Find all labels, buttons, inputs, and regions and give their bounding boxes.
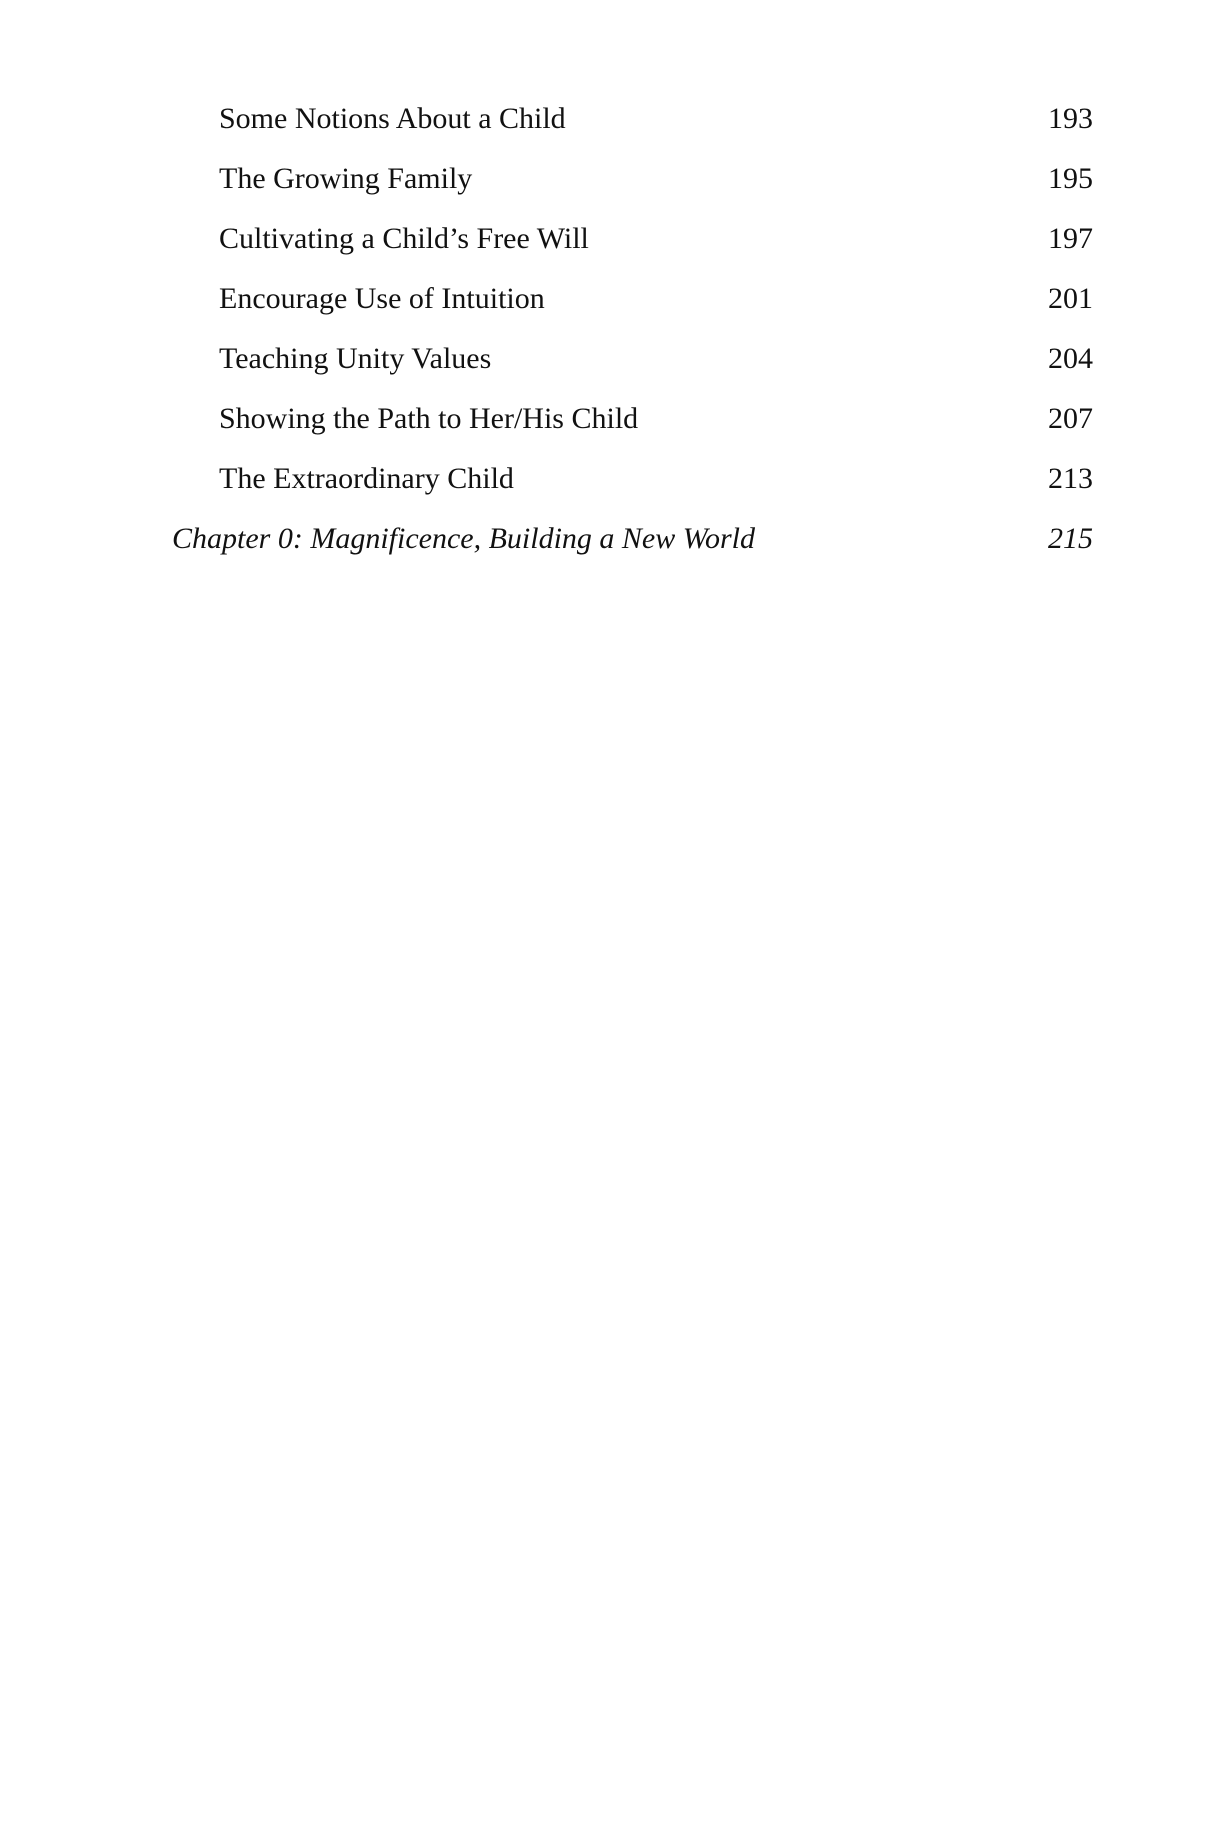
toc-chapter-title: Chapter 0: Magnificence, Building a New World bbox=[172, 522, 755, 555]
toc-entry bbox=[0, 95, 1228, 155]
table-of-contents bbox=[0, 95, 1228, 575]
toc-entry-title: The Extraordinary Child bbox=[219, 462, 514, 495]
toc-entry bbox=[0, 155, 1228, 215]
toc-entry-title: Some Notions About a Child bbox=[219, 102, 566, 135]
toc-entry-page-number: 201 bbox=[1048, 282, 1093, 315]
toc-entry-page-number: 195 bbox=[1048, 162, 1093, 195]
toc-entry-page-number: 197 bbox=[1048, 222, 1093, 255]
toc-entry-title: Teaching Unity Values bbox=[219, 342, 492, 375]
toc-entry bbox=[0, 335, 1228, 395]
toc-chapter-page-number: 215 bbox=[1048, 522, 1093, 555]
toc-entry-title: Encourage Use of Intuition bbox=[219, 282, 545, 315]
toc-entry bbox=[0, 275, 1228, 335]
toc-chapter-entry bbox=[0, 515, 1228, 575]
toc-entry-page-number: 207 bbox=[1048, 402, 1093, 435]
toc-entry-title: Showing the Path to Her/His Child bbox=[219, 402, 639, 435]
toc-entry bbox=[0, 455, 1228, 515]
toc-entry-title: Cultivating a Child’s Free Will bbox=[219, 222, 589, 255]
toc-entry-title: The Growing Family bbox=[219, 162, 473, 195]
toc-entry-page-number: 213 bbox=[1048, 462, 1093, 495]
toc-entry bbox=[0, 215, 1228, 275]
toc-entry bbox=[0, 395, 1228, 455]
toc-entry-page-number: 193 bbox=[1048, 102, 1093, 135]
toc-entry-page-number: 204 bbox=[1048, 342, 1093, 375]
